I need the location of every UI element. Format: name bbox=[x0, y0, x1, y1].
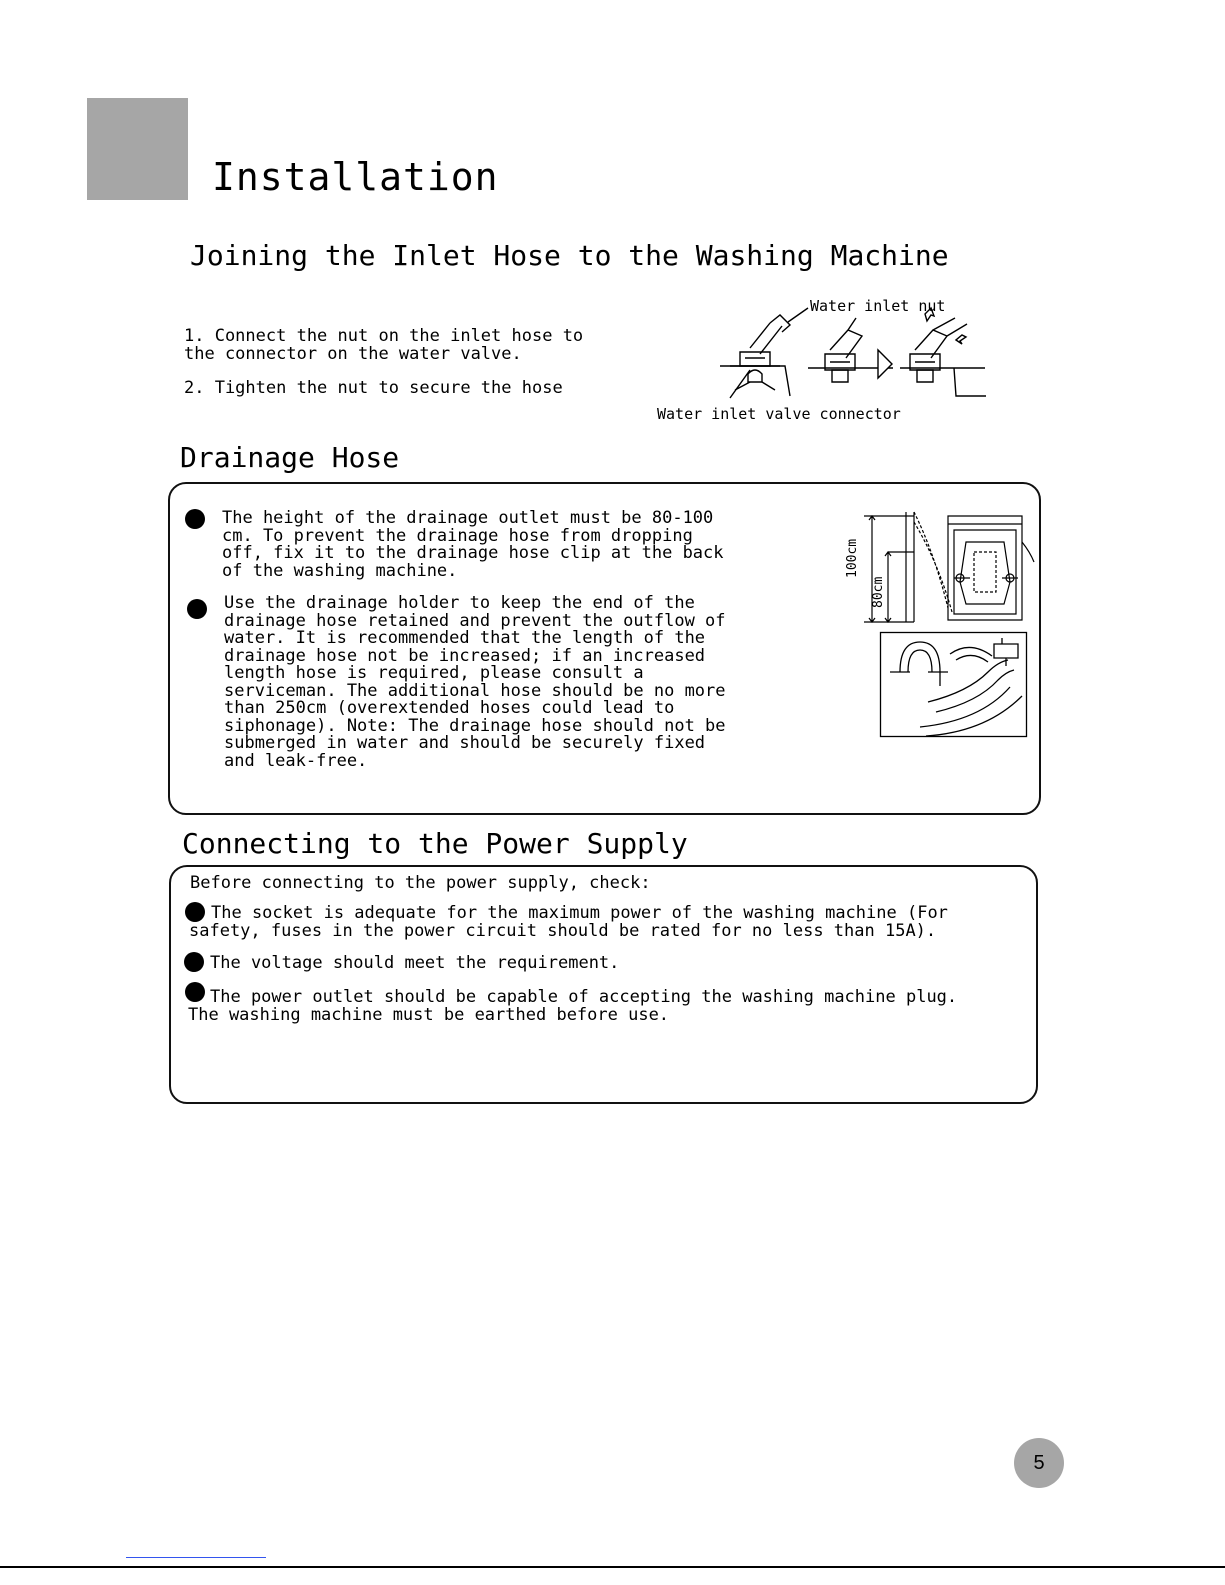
power-item-3-text: The power outlet should be capable of accepting the washing machine plug. The washing machine must be earthed before use. bbox=[188, 987, 958, 1025]
bullet-dot bbox=[187, 599, 207, 619]
power-item-2-text: The voltage should meet the requirement. bbox=[210, 953, 620, 973]
bottom-rule bbox=[0, 1566, 1225, 1568]
drainage-bullet-2-text: Use the drainage holder to keep the end of the drainage hose retained and prevent the outflow of water. It is recommended that the length of the drainage hose not be increased; if an increased length hose is required, please consult a serviceman. The additional hose should be no more than 250cm (overextended hoses could lead to siphonage). Note: The drainage hose should not be submerged in water and should be securely fixed and leak-free. bbox=[224, 593, 726, 771]
power-supply-heading: Connecting to the Power Supply bbox=[182, 827, 688, 860]
power-info-box bbox=[169, 865, 1038, 1104]
drainage-holder-illustration bbox=[880, 632, 1028, 738]
inlet-step-2: 2. Tighten the nut to secure the hose bbox=[184, 378, 563, 398]
drainage-hose-heading: Drainage Hose bbox=[180, 441, 400, 474]
footer-link-underline bbox=[126, 1557, 266, 1558]
power-intro-text: Before connecting to the power supply, check: bbox=[190, 873, 651, 893]
bullet-dot bbox=[184, 952, 204, 972]
inlet-hose-heading: Joining the Inlet Hose to the Washing Machine bbox=[190, 239, 949, 272]
page-number-badge: 5 bbox=[1014, 1438, 1064, 1488]
drainage-height-diagram bbox=[862, 512, 1034, 627]
water-inlet-nut-label: Water inlet nut bbox=[810, 297, 946, 315]
dimension-100cm: 100cm bbox=[845, 538, 860, 578]
page-title: Installation bbox=[212, 155, 499, 199]
water-inlet-valve-label: Water inlet valve connector bbox=[657, 405, 901, 423]
power-item-1-text: The socket is adequate for the maximum power of the washing machine (For safety, fuses in the power circuit should be rated for no less than 15A). bbox=[189, 903, 948, 941]
inlet-step-1: 1. Connect the nut on the inlet hose to the connector on the water valve. bbox=[184, 326, 584, 364]
drainage-bullet-1-text: The height of the drainage outlet must be 80-100 cm. To prevent the drainage hose from dropping off, fix it to the drainage hose clip at the back of the washing machine. bbox=[222, 508, 724, 581]
inlet-hose-illustration bbox=[720, 310, 990, 402]
bullet-dot bbox=[185, 509, 205, 529]
section-marker-block bbox=[87, 98, 188, 200]
dimension-80cm: 80cm bbox=[871, 576, 886, 608]
